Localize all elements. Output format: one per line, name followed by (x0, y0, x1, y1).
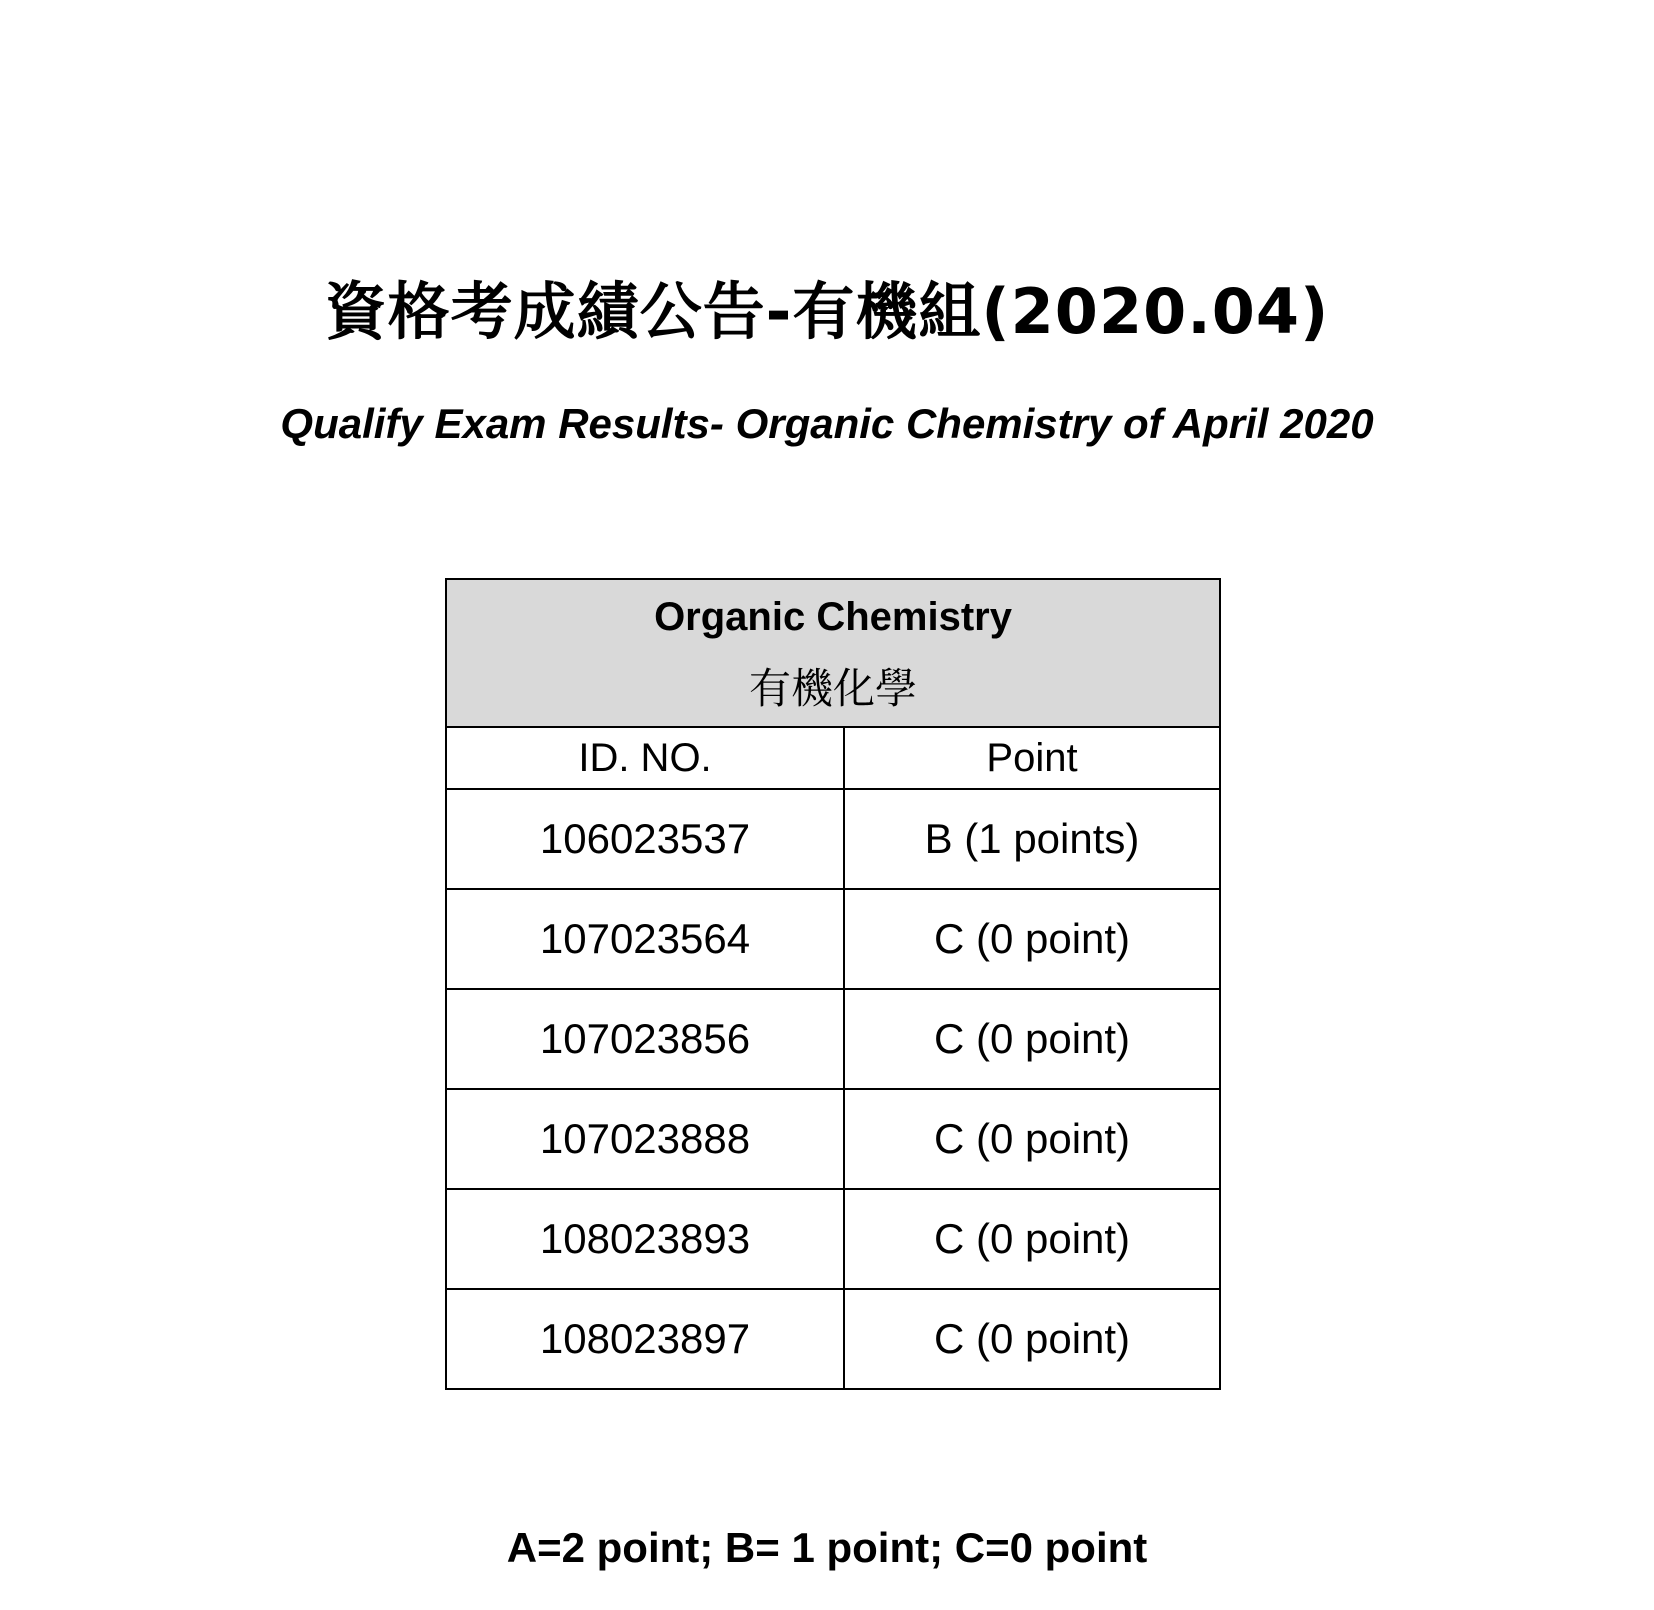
id-cell: 107023856 (446, 989, 844, 1089)
id-cell: 106023537 (446, 789, 844, 889)
table-title-cell (446, 579, 1220, 727)
table-row (446, 889, 1220, 989)
point-cell: B (1 points) (844, 789, 1220, 889)
id-cell: 108023897 (446, 1289, 844, 1389)
id-cell: 107023564 (446, 889, 844, 989)
point-cell: C (0 point) (844, 889, 1220, 989)
id-cell: 108023893 (446, 1189, 844, 1289)
id-cell: 107023888 (446, 1089, 844, 1189)
table-title-row (446, 579, 1220, 727)
column-header-id: ID. NO. (446, 727, 844, 789)
grading-legend: A=2 point; B= 1 point; C=0 point (506, 1524, 1148, 1571)
column-header-row (446, 727, 1220, 789)
table-row (446, 989, 1220, 1089)
column-header-point: Point (844, 727, 1220, 789)
table-title-chinese: 有機化學 (749, 664, 918, 713)
point-cell: C (0 point) (844, 1289, 1220, 1389)
page-title-chinese: 資格考成績公告-有機組(2020.04) (324, 275, 1330, 348)
point-cell: C (0 point) (844, 989, 1220, 1089)
results-table (445, 578, 1221, 1390)
table-row (446, 1289, 1220, 1389)
point-cell: C (0 point) (844, 1189, 1220, 1289)
table-row (446, 789, 1220, 889)
table-row (446, 1189, 1220, 1289)
point-cell: C (0 point) (844, 1089, 1220, 1189)
table-title-english: Organic Chemistry (654, 595, 1012, 639)
page-title-english: Qualify Exam Results- Organic Chemistry of April 2020 (280, 400, 1374, 447)
table-row (446, 1089, 1220, 1189)
